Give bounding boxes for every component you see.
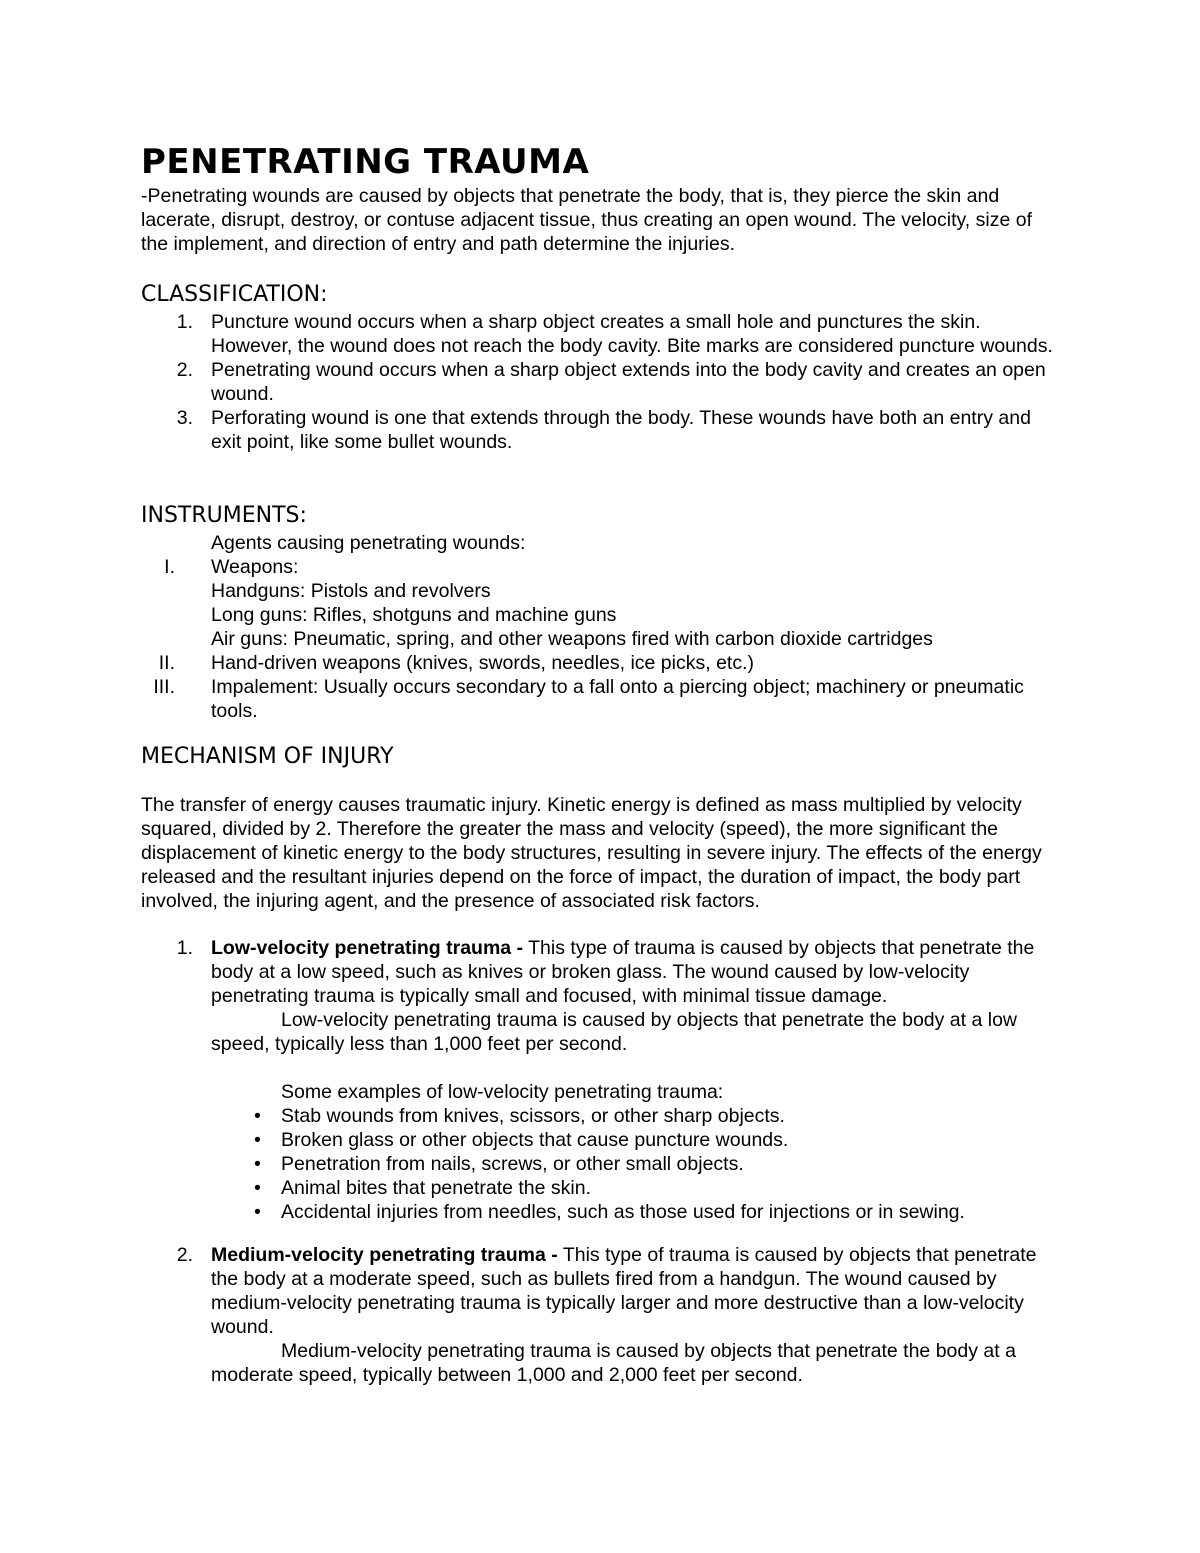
list-item-text: Perforating wound is one that extends through the body. These wounds have both an entry and exit point, like some bullet wounds. [211,407,1031,453]
medium-velocity-text: This type of trauma is caused by objects that penetrate the body at a moderate speed, such as bullets fired from a handgun. The wound caused by medium-velocity penetrating trauma is typically larger and more destructive than a low-velocity wound. [211,1244,1037,1338]
list-item-text: Handguns: Pistols and revolvers [211,580,491,602]
bullet-item [141,1152,1061,1176]
examples-lead: Some examples of low-velocity penetrating trauma: [281,1081,724,1103]
low-velocity-section [141,936,1061,1224]
list-item [141,555,1061,579]
intro-paragraph [141,184,1061,256]
list-marker: 2. [176,359,193,381]
instruments-list [141,531,1061,723]
medium-velocity-detail: Medium-velocity penetrating trauma is caused by objects that penetrate the body at a moderate speed, typically between 1,000 and 2,000 feet per second. [211,1340,1016,1386]
list-item-text: Hand-driven weapons (knives, swords, needles, ice picks, etc.) [211,652,754,674]
list-item [141,936,1061,1008]
list-item [141,651,1061,675]
list-item-text: Long guns: Rifles, shotguns and machine guns [211,604,617,626]
low-velocity-detail: Low-velocity penetrating trauma is caused by objects that penetrate the body at a low speed, typically less than 1,000 feet per second. [211,1009,1018,1055]
classification-heading: CLASSIFICATION: [141,282,328,307]
list-item-continuation [141,1008,1061,1056]
bullet-item [141,1128,1061,1152]
list-marker: II. [158,652,175,674]
intro-text: -Penetrating wounds are caused by objects that penetrate the body, that is, they pierce the skin and lacerate, disrupt, destroy, or contuse adjacent tissue, thus creating an open wound. The velocity, size of the implement, and direction of entry and path determine the injuries. [141,185,1033,255]
medium-velocity-section [141,1243,1061,1387]
bullet-text: Stab wounds from knives, scissors, or other sharp objects. [281,1105,785,1127]
list-item [141,627,1061,651]
instruments-heading: INSTRUMENTS: [141,503,307,528]
list-item [141,310,1061,358]
low-velocity-text: This type of trauma is caused by objects that penetrate the body at a low speed, such as knives or broken glass. The wound caused by low-velocity penetrating trauma is typically small and focused, with minimal tissue damage. [211,937,1035,1007]
list-item-text: Weapons: [211,556,299,578]
list-item-text: Impalement: Usually occurs secondary to a fall onto a piercing object; machinery or pneumatic tools. [211,676,1024,722]
bullet-marker: • [254,1177,261,1199]
examples-lead-row [141,1080,1061,1104]
classification-list [141,310,1061,454]
list-marker: III. [153,676,175,698]
list-item [141,579,1061,603]
bullet-marker: • [254,1153,261,1175]
list-item [141,1243,1061,1339]
mechanism-heading: MECHANISM OF INJURY [141,744,394,769]
list-marker: I. [164,556,175,578]
list-marker: 3. [176,407,193,429]
instruments-lead: Agents causing penetrating wounds: [211,532,526,554]
list-lead [141,531,1061,555]
mechanism-section [141,744,1061,770]
list-item-text: Puncture wound occurs when a sharp object creates a small hole and punctures the skin. However, the wound does not reach the body cavity. Bite marks are considered puncture wounds. [211,311,1053,357]
bullet-item [141,1104,1061,1128]
list-item-continuation [141,1339,1061,1387]
list-item-text: Penetrating wound occurs when a sharp object extends into the body cavity and creates an open wound. [211,359,1046,405]
bullet-text: Broken glass or other objects that cause puncture wounds. [281,1129,789,1151]
list-marker: 1. [176,937,193,959]
bullet-item [141,1200,1061,1224]
list-item-text: Air guns: Pneumatic, spring, and other weapons fired with carbon dioxide cartridges [211,628,933,650]
mechanism-paragraph [141,793,1061,913]
list-item [141,406,1061,454]
instruments-section [141,503,1061,723]
low-velocity-label: Low-velocity penetrating trauma - [211,937,524,959]
bullet-text: Penetration from nails, screws, or other small objects. [281,1153,744,1175]
list-marker: 2. [176,1244,193,1266]
classification-section [141,282,1061,454]
bullet-marker: • [254,1201,261,1223]
bullet-text: Accidental injuries from needles, such as those used for injections or in sewing. [281,1201,965,1223]
bullet-marker: • [254,1105,261,1127]
list-item [141,675,1061,723]
bullet-item [141,1176,1061,1200]
mechanism-text: The transfer of energy causes traumatic injury. Kinetic energy is defined as mass multiplied by velocity squared, divided by 2. Therefore the greater the mass and velocity (speed), the more significant the displacement of kinetic energy to the body structures, resulting in severe injury. The effects of the energy released and the resultant injuries depend on the force of impact, the duration of impact, the body part involved, the injuring agent, and the presence of associated risk factors. [141,794,1042,912]
list-item [141,603,1061,627]
list-marker: 1. [176,311,193,333]
document-title: PENETRATING TRAUMA [141,142,590,182]
medium-velocity-label: Medium-velocity penetrating trauma - [211,1244,558,1266]
bullet-marker: • [254,1129,261,1151]
list-item [141,358,1061,406]
bullet-text: Animal bites that penetrate the skin. [281,1177,592,1199]
